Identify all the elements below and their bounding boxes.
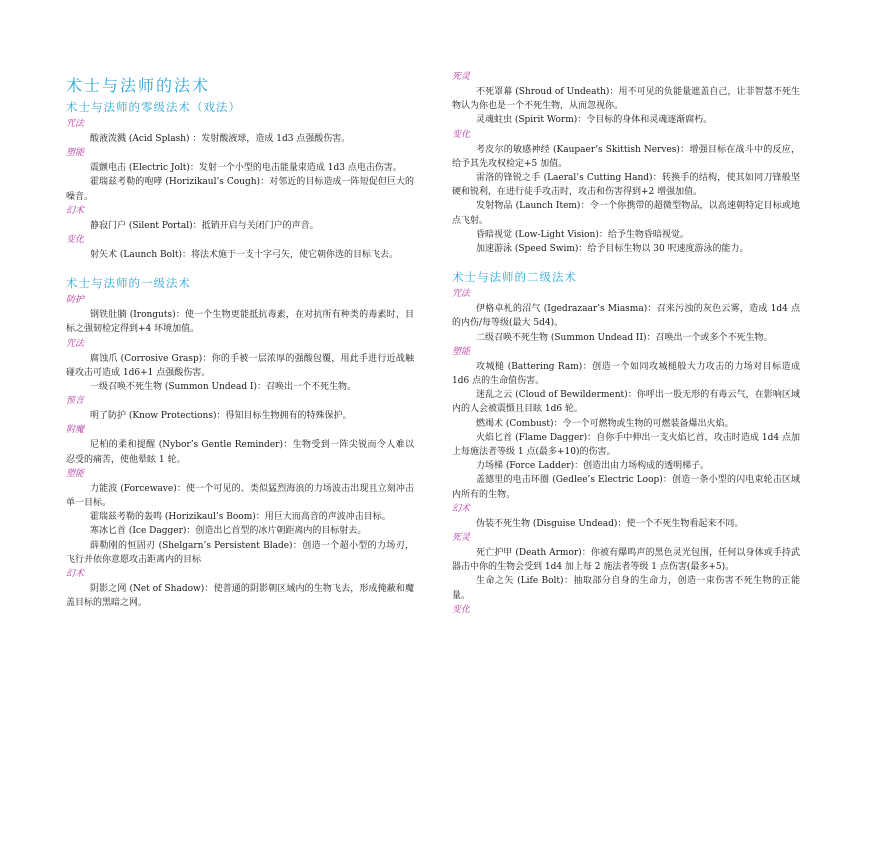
spell-entry: 射矢术 (Launch Bolt)：将法术施于一支十字弓矢，使它朝你选的目标飞去。	[90, 250, 399, 261]
spell-entry: 伪装不死生物 (Disguise Undead)：使一个不死生物看起来不同。	[476, 518, 744, 529]
school-label: 塑能	[66, 468, 85, 479]
spell-entry: 静寂门户 (Silent Portal)：抵销开启与关闭门户的声音。	[90, 220, 319, 231]
spell-entry: 霍瑞兹考勒的咆哮 (Horizikaul’s Cough)：对邻近的目标造成一阵短促但巨大的噪音。	[66, 177, 414, 202]
spell-entry: 钢铁肚腩 (Ironguts)：使一个生物更能抵抗毒素，在对抗所有种类的毒素时，目标之强韧检定得到+4 环境加值。	[66, 310, 414, 335]
section-heading: 术士与法师的一级法术	[66, 276, 191, 291]
spell-entry: 寒冰匕首 (Ice Dagger)：创造出匕首型的冰片朝距离内的目标射去。	[90, 526, 367, 537]
school-label: 死灵	[452, 533, 471, 544]
spell-entry: 力场梯 (Force Ladder)：创造出由力场构成的透明梯子。	[476, 461, 710, 472]
section-body	[66, 118, 414, 262]
spell-entry: 薛勒刚的恒固刃 (Shelgarn’s Persistent Blade)：创造一个超小型的力场刃，飞行并依你意愿攻击距离内的目标	[66, 540, 414, 565]
spell-entry: 腐蚀爪 (Corrosive Grasp)：你的手被一层浓厚的强酸包覆，用此手进行近战触碰攻击可造成 1d6+1 点强酸伤害。	[66, 353, 414, 378]
school-label: 塑能	[452, 346, 471, 357]
right-section2-groups	[452, 288, 800, 617]
section-heading: 术士与法师的零级法术（戏法）	[66, 100, 241, 114]
left-sections	[66, 100, 414, 610]
spell-entry: 燃竭术 (Combust)：令一个可燃物或生物的可燃装备爆出火焰。	[476, 418, 734, 429]
left-column	[66, 76, 414, 610]
spell-entry: 火焰匕首 (Flame Dagger)：自你手中伸出一支火焰匕首，攻击时造成 1d4 点加上每施法者等级 1 点(最多+10)的伤害。	[452, 432, 800, 458]
right-column	[452, 70, 800, 618]
school-label: 变化	[452, 129, 471, 140]
spell-entry: 迷乱之云 (Cloud of Bewilderment)：你呼出一股无形的有毒云气，在影响区域内的人会被震慑且目眩 1d6 轮。	[452, 390, 800, 415]
page-title: 术士与法师的法术	[66, 76, 211, 95]
school-label: 幻术	[452, 503, 471, 514]
school-label: 咒法	[66, 338, 85, 349]
spell-entry: 二级召唤不死生物 (Summon Undead II)：召唤出一个或多个不死生物。	[476, 332, 773, 343]
spell-entry: 昏暗视觉 (Low-Light Vision)：给予生物昏暗视觉。	[476, 229, 689, 240]
school-label: 附魔	[66, 425, 85, 436]
school-label: 预言	[66, 396, 85, 407]
school-label: 幻术	[66, 569, 85, 580]
school-label: 变化	[66, 235, 85, 246]
spell-entry: 不死罩幕 (Shroud of Undeath)：用不可见的负能量遮盖自己，让非智慧不死生物认为你也是一个不死生物，从而忽视你。	[452, 87, 800, 112]
spell-entry: 明了防护 (Know Protections)：得知目标生物拥有的特殊保护。	[90, 411, 352, 422]
spell-entry: 一级召唤不死生物 (Summon Undead I)：召唤出一个不死生物。	[90, 382, 357, 393]
school-label: 幻术	[66, 205, 85, 216]
spell-entry: 死亡护甲 (Death Armor)：你被有爆鸣声的黑色灵光包围，任何以身体或手持武器击中你的生物会受到 1d4 加上每 2 施法者等级 1 点伤害(最多+5)。	[452, 548, 800, 573]
spell-entry: 灵魂蛀虫 (Spirit Worm)：令目标的身体和灵魂逐渐腐朽。	[476, 115, 713, 126]
spell-entry: 加速游泳 (Speed Swim)：给予目标生物以 30 呎速度游泳的能力。	[476, 244, 749, 255]
spell-entry: 盖德里的电击环圈 (Gedlee’s Electric Loop)：创造一条小型的闪电束轮击区域内所有的生物。	[452, 475, 800, 500]
section-heading-level2: 术士与法师的二级法术	[452, 270, 577, 285]
school-label: 咒法	[452, 289, 471, 300]
spell-entry: 尼柏的柔和提醒 (Nybor’s Gentle Reminder)：生物受到一阵尖锐而令人难以忍受的痛苦，使他晕眩 1 轮。	[66, 440, 414, 465]
school-label: 变化	[452, 604, 471, 615]
spell-entry: 雷洛的锋锐之手 (Laeral’s Cutting Hand)：转换手的结构，使其如同刀锋般坚硬和锐利，在进行徒手攻击时，攻击和伤害得到+2 增强加值。	[452, 173, 800, 198]
section-spacer	[66, 262, 414, 272]
spell-entry: 攻城槌 (Battering Ram)：创造一个如同攻城槌般大力攻击的力场对目标造成 1d6 点的生命值伤害。	[452, 361, 800, 387]
section-spacer	[452, 256, 800, 266]
spell-entry: 酸液泼溅 (Acid Splash) ：发射酸液球，造成 1d3 点强酸伤害。	[90, 134, 351, 144]
spell-entry: 考皮尔的敏感神经 (Kaupaer’s Skittish Nerves)：增强目标在战斗中的反应，给予其先攻权检定+5 加值。	[452, 144, 800, 169]
section-body	[66, 294, 414, 610]
school-label: 咒法	[66, 119, 85, 129]
spell-entry: 力能波 (Forcewave)：使一个可见的、类似猛烈海浪的力场波击出现且立刻冲击单一目标。	[66, 483, 414, 509]
spell-entry: 发射物品 (Launch Item)：令一个你携带的超微型物品，以高速朝特定目标或地点飞射。	[452, 201, 800, 226]
school-label: 防护	[66, 295, 85, 306]
spell-entry: 霍瑞兹考勒的轰鸣 (Horizikaul’s Boom)：用巨大而高音的声波冲击目标。	[90, 512, 391, 523]
spell-entry: 生命之矢 (Life Bolt)：抽取部分自身的生命力，创造一束伤害不死生物的正能量。	[452, 576, 800, 601]
spell-entry: 伊格卓札的沼气 (Igedrazaar’s Miasma)：召来污浊的灰色云雾，造成 1d4 点的内伤/每等级(最大 5d4)。	[452, 304, 800, 329]
spell-entry: 阴影之网 (Net of Shadow)：使普通的阴影朝区域内的生物飞去，形成掩蔽和魔盖目标的黑暗之网。	[66, 584, 414, 609]
right-top-groups	[452, 71, 800, 256]
school-label: 死灵	[452, 72, 471, 82]
spell-entry: 震颤电击 (Electric Jolt)：发射一个小型的电击能量束造成 1d3 点电击伤害。	[90, 163, 402, 174]
school-label: 塑能	[66, 148, 85, 159]
